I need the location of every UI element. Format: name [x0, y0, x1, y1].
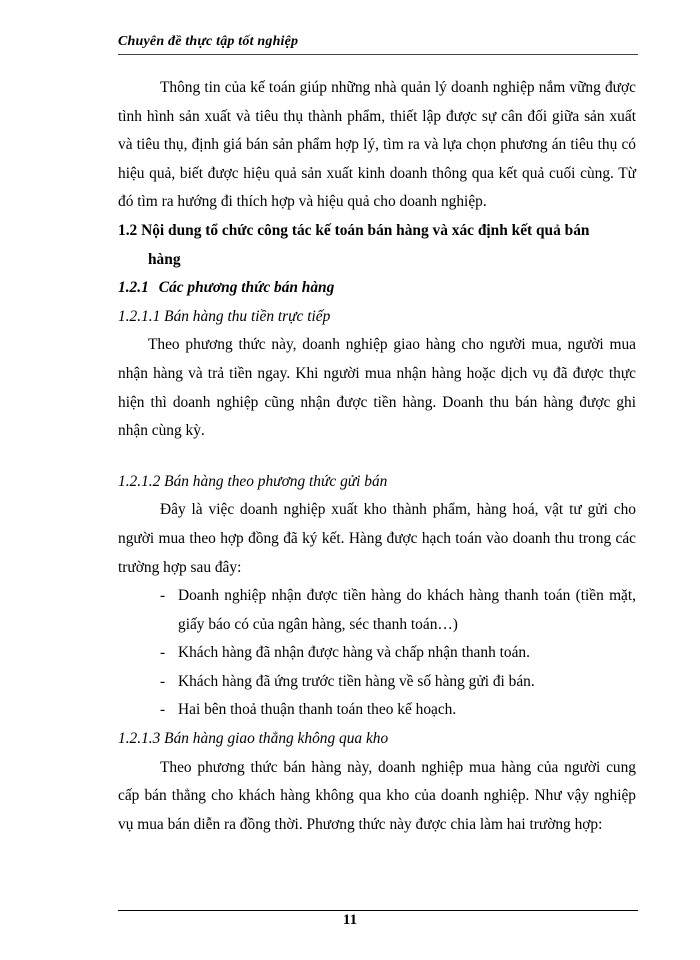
- list-item-text: Khách hàng đã ứng trước tiền hàng về số hàng gửi đi bán.: [178, 672, 535, 690]
- conditions-list: [118, 582, 636, 725]
- dash-marker: -: [160, 672, 166, 690]
- page-content: [118, 74, 636, 839]
- list-item: [118, 582, 636, 639]
- list-item-text: Doanh nghiệp nhận được tiền hàng do khách hàng thanh toán (tiền mặt, giấy báo có của ngân hàng, séc thanh toán…): [178, 587, 636, 633]
- section-1-2-heading-line1: 1.2 Nội dung tổ chức công tác kế toán bán hàng và xác định kết quả bán: [118, 221, 590, 239]
- section-1-2-1-title: Các phương thức bán hàng: [158, 279, 335, 297]
- section-1-2-1-number: 1.2.1: [118, 279, 149, 297]
- section-1-2-heading-line2: hàng: [148, 250, 181, 268]
- intro-paragraph: Thông tin của kế toán giúp những nhà quản lý doanh nghiệp nắm vững được tình hình sản xuất và tiêu thụ thành phẩm, thiết lập được sự cân đối giữa sản xuất và tiêu thụ, định giá bán sản phẩm hợp lý, tìm ra và lựa chọn phương án tiêu thụ có hiệu quả, biết được hiệu quả sản xuất kinh doanh thông qua kết quả cuối cùng. Từ đó tìm ra hướng đi thích hợp và hiệu quả cho doanh nghiệp.: [118, 79, 636, 211]
- section-1-2-1-2-heading: 1.2.1.2 Bán hàng theo phương thức gửi bán: [118, 472, 388, 490]
- list-item: [118, 668, 636, 697]
- section-1-2-heading: [118, 217, 636, 274]
- list-item-text: Hai bên thoả thuận thanh toán theo kế hoạch.: [178, 701, 457, 719]
- section-1-2-1-1-paragraph: Theo phương thức này, doanh nghiệp giao hàng cho người mua, người mua nhận hàng và trả tiền ngay. Khi người mua nhận hàng hoặc dịch vụ đã được thực hiện thì doanh nghiệp cũng nhận được tiền hàng. Doanh thu bán hàng được ghi nhận cùng kỳ.: [118, 336, 636, 440]
- page-number: 11: [342, 912, 358, 928]
- dash-marker: -: [160, 644, 166, 662]
- section-1-2-1-3-paragraph: Theo phương thức bán hàng này, doanh nghiệp mua hàng của người cung cấp bán thẳng cho khách hàng không qua kho của doanh nghiệp. Như vậy nghiệp vụ mua bán diễn ra đồng thời. Phương thức này được chia làm hai trường hợp:: [118, 758, 636, 833]
- running-header: Chuyên đề thực tập tốt nghiệp: [118, 34, 299, 49]
- header-divider: [118, 54, 638, 55]
- section-1-2-1-3-heading: 1.2.1.3 Bán hàng giao thẳng không qua kho: [118, 730, 389, 748]
- spacer: [118, 446, 636, 468]
- section-1-2-1-2-paragraph: Đây là việc doanh nghiệp xuất kho thành phẩm, hàng hoá, vật tư gửi cho người mua theo hợp đồng đã ký kết. Hàng được hạch toán vào doanh thu trong các trường hợp sau đây:: [118, 501, 636, 576]
- section-1-2-1-1-heading: 1.2.1.1 Bán hàng thu tiền trực tiếp: [118, 307, 331, 325]
- dash-marker: -: [160, 587, 166, 605]
- list-item: [118, 696, 636, 725]
- dash-marker: -: [160, 701, 166, 719]
- section-1-2-1-heading: [118, 274, 636, 303]
- list-item-text: Khách hàng đã nhận được hàng và chấp nhận thanh toán.: [178, 644, 530, 662]
- footer-divider: [118, 910, 638, 911]
- list-item: [118, 639, 636, 668]
